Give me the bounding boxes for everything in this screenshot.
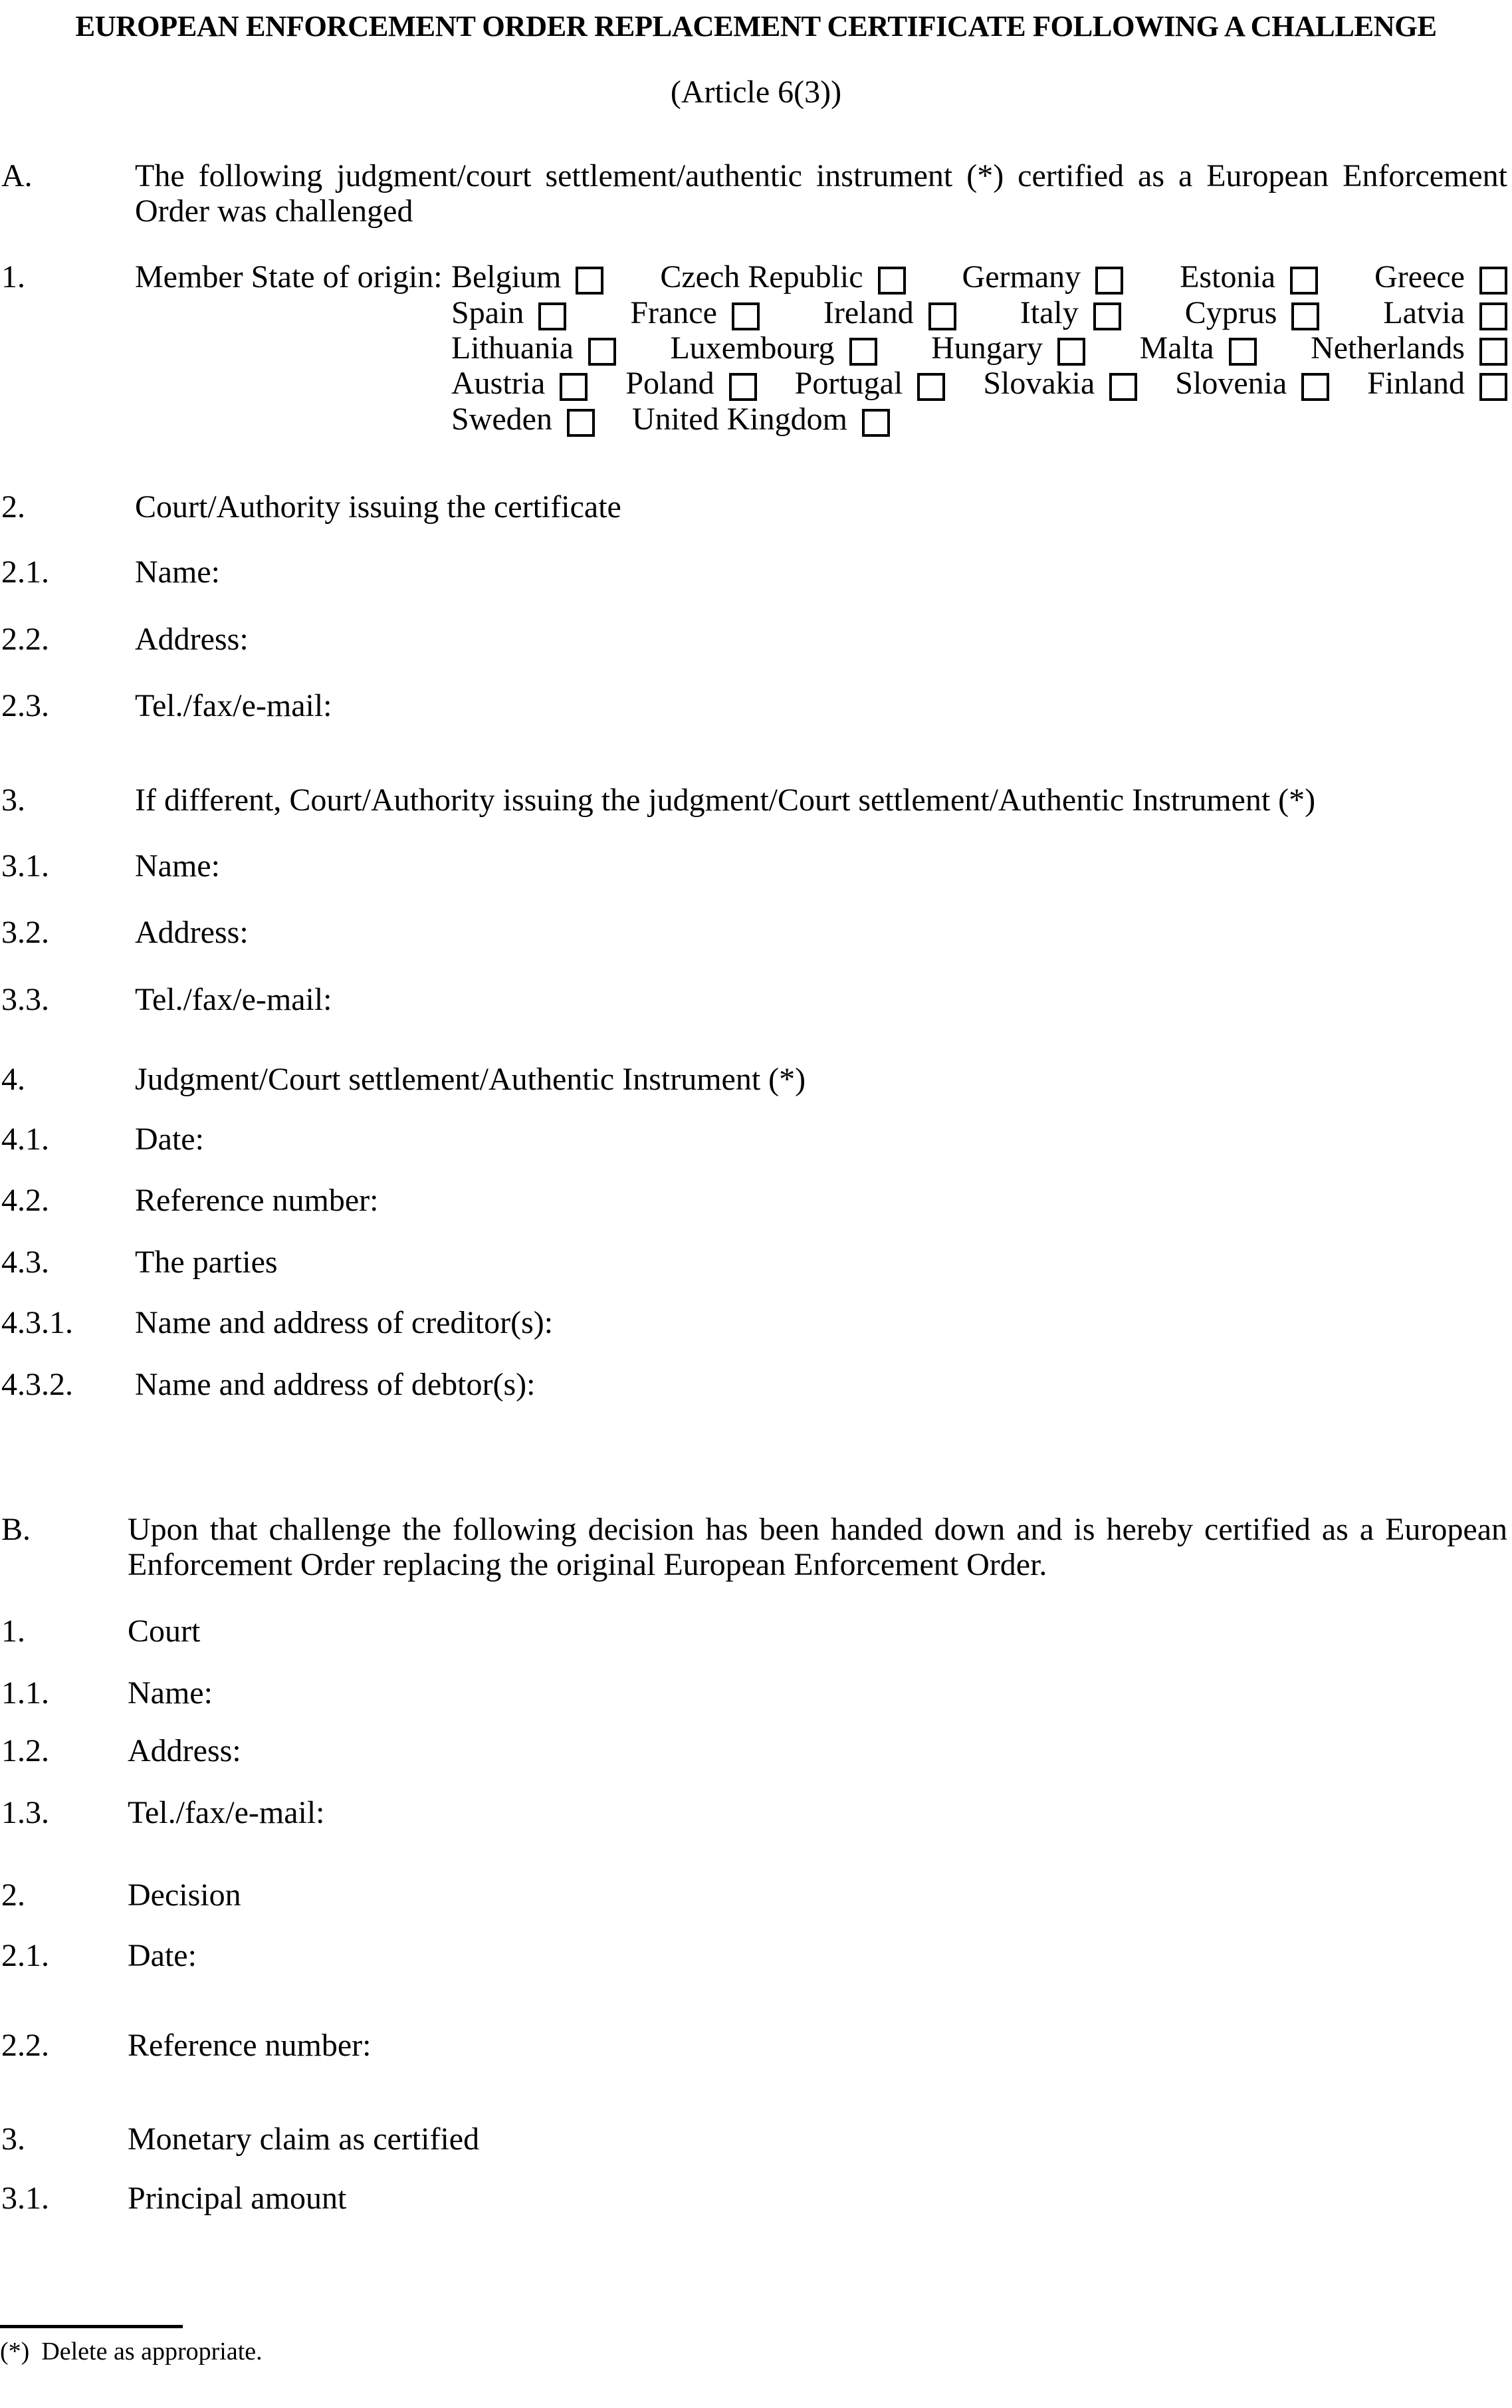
item-number: 2.3. (1, 688, 49, 723)
item-label: Tel./fax/e-mail: (128, 1795, 325, 1830)
checkbox-row (451, 332, 1507, 364)
country-option[interactable] (1311, 332, 1507, 364)
section-a-text: The following judgment/court settlement/authentic instrument (*) certified as a European Enforcement Order was challenged (135, 158, 1507, 229)
country-checkbox[interactable] (1301, 373, 1329, 401)
country-label: Belgium (451, 259, 562, 295)
country-label: Germany (962, 259, 1081, 295)
country-option[interactable] (660, 261, 905, 293)
country-checkbox[interactable] (928, 302, 956, 330)
country-checkbox[interactable] (729, 373, 757, 401)
item-number: 4.3.2. (1, 1367, 73, 1402)
country-label: Portugal (794, 366, 903, 401)
item-label: Date: (128, 1938, 197, 1973)
country-checkbox[interactable] (1479, 373, 1507, 401)
country-label: Estonia (1180, 259, 1276, 295)
item-label: If different, Court/Authority issuing the judgment/Court settlement/Authentic Instrument (*) (135, 783, 1316, 818)
item-label: Name: (128, 1675, 213, 1711)
item-number: 4.1. (1, 1122, 49, 1157)
country-option[interactable] (670, 332, 877, 364)
country-checkbox[interactable] (917, 373, 945, 401)
footnote (0, 2339, 263, 2364)
checkbox-row (451, 261, 1507, 293)
country-label: France (630, 295, 717, 330)
item-number: 1. (1, 1614, 25, 1649)
item-number: 2. (1, 1877, 25, 1913)
country-checkbox[interactable] (560, 373, 588, 401)
country-option[interactable] (625, 368, 756, 400)
country-option[interactable] (983, 368, 1137, 400)
country-checkbox[interactable] (862, 409, 890, 437)
item-number: 4.3. (1, 1245, 49, 1280)
country-checkbox[interactable] (1229, 338, 1257, 366)
country-checkbox[interactable] (732, 302, 760, 330)
item-number: 4.3.1. (1, 1305, 73, 1340)
country-checkbox[interactable] (1479, 302, 1507, 330)
country-option[interactable] (451, 368, 588, 400)
item-label: Decision (128, 1877, 241, 1913)
country-checkbox[interactable] (1479, 338, 1507, 366)
item-number: 2.1. (1, 554, 49, 590)
country-label: Greece (1374, 259, 1465, 295)
country-option[interactable] (451, 261, 603, 293)
country-option[interactable] (931, 332, 1085, 364)
item-label: Name: (135, 848, 220, 884)
country-label: Malta (1139, 330, 1214, 366)
country-label: Austria (451, 366, 546, 401)
country-checkbox[interactable] (1109, 373, 1137, 401)
country-option[interactable] (1367, 368, 1507, 400)
country-option[interactable] (823, 297, 956, 329)
country-label: Cyprus (1184, 295, 1277, 330)
item-label: Address: (135, 622, 249, 657)
item-label: Reference number: (135, 1183, 379, 1218)
item-number: 3. (1, 783, 25, 818)
item-label: Address: (128, 1733, 241, 1768)
item-label: The parties (135, 1245, 278, 1280)
item-label: Monetary claim as certified (128, 2121, 480, 2157)
country-option[interactable] (1185, 297, 1320, 329)
country-checkbox[interactable] (878, 267, 906, 295)
country-label: Italy (1020, 295, 1079, 330)
country-checkbox[interactable] (1093, 302, 1121, 330)
member-state-label: Member State of origin: (135, 259, 443, 295)
footnote-text: Delete as appropriate. (41, 2338, 263, 2365)
country-option[interactable] (451, 297, 566, 329)
country-checkbox[interactable] (849, 338, 877, 366)
country-option[interactable] (1175, 368, 1329, 400)
checkbox-row (451, 368, 1507, 400)
item-number: 2.1. (1, 1938, 49, 1973)
country-checkbox[interactable] (1290, 267, 1318, 295)
item-number: 1.3. (1, 1795, 49, 1830)
country-label: Slovakia (983, 366, 1095, 401)
item-number: 3.3. (1, 982, 49, 1017)
country-label: Czech Republic (660, 259, 863, 295)
item-label: Name: (135, 554, 220, 590)
country-label: Finland (1367, 366, 1465, 401)
country-option[interactable] (451, 332, 616, 364)
section-a-label: A. (1, 158, 33, 193)
item-label: Date: (135, 1122, 204, 1157)
country-label: Poland (625, 366, 714, 401)
footnote-mark: (*) (0, 2338, 30, 2365)
country-checkbox[interactable] (1057, 338, 1085, 366)
country-option[interactable] (630, 297, 760, 329)
item-number: 3. (1, 2121, 25, 2157)
country-label: Netherlands (1311, 330, 1465, 366)
country-option[interactable] (1383, 297, 1507, 329)
item-number: 2.2. (1, 622, 49, 657)
country-option[interactable] (962, 261, 1124, 293)
country-checkbox[interactable] (1095, 267, 1123, 295)
country-checkbox[interactable] (538, 302, 566, 330)
item-label: Judgment/Court settlement/Authentic Instrument (*) (135, 1062, 806, 1097)
item-label: Court (128, 1614, 201, 1649)
article-reference: (Article 6(3)) (670, 74, 842, 110)
country-checkbox[interactable] (1479, 267, 1507, 295)
country-option[interactable] (1020, 297, 1121, 329)
item-number: 1.1. (1, 1675, 49, 1711)
country-label: Latvia (1383, 295, 1465, 330)
country-option[interactable] (451, 404, 595, 435)
checkbox-row (451, 404, 927, 435)
item-number: 4.2. (1, 1183, 49, 1218)
item-number: 3.1. (1, 2181, 49, 2216)
country-label: Sweden (451, 402, 552, 437)
item-label: Principal amount (128, 2181, 347, 2216)
country-label: Lithuania (451, 330, 574, 366)
item-number: 1. (1, 259, 25, 295)
document-title: EUROPEAN ENFORCEMENT ORDER REPLACEMENT CERTIFICATE FOLLOWING A CHALLENGE (75, 9, 1437, 43)
country-label: Luxembourg (670, 330, 835, 366)
country-label: Ireland (823, 295, 914, 330)
section-b-label: B. (1, 1512, 31, 1547)
country-option[interactable] (632, 404, 890, 435)
item-number: 3.1. (1, 848, 49, 884)
country-option[interactable] (1374, 261, 1507, 293)
country-label: United Kingdom (631, 402, 847, 437)
item-label: Tel./fax/e-mail: (135, 982, 332, 1017)
item-number: 2. (1, 489, 25, 525)
item-number: 1.2. (1, 1733, 49, 1768)
item-number: 2.2. (1, 2028, 49, 2063)
country-label: Spain (451, 295, 524, 330)
country-checkbox[interactable] (576, 267, 603, 295)
item-number: 3.2. (1, 915, 49, 950)
checkbox-row (451, 297, 1507, 329)
country-label: Slovenia (1175, 366, 1287, 401)
country-option[interactable] (1140, 332, 1257, 364)
item-number: 4. (1, 1062, 25, 1097)
footnote-separator (0, 2325, 183, 2328)
item-label: Name and address of debtor(s): (135, 1367, 536, 1402)
country-option[interactable] (1180, 261, 1318, 293)
country-checkbox[interactable] (1291, 302, 1319, 330)
item-label: Tel./fax/e-mail: (135, 688, 332, 723)
section-b-text: Upon that challenge the following decision has been handed down and is hereby certified as a European Enforcement Order replacing the original European Enforcement Order. (128, 1512, 1507, 1582)
item-label: Reference number: (128, 2028, 372, 2063)
country-checkbox[interactable] (567, 409, 595, 437)
country-checkbox[interactable] (588, 338, 616, 366)
country-label: Hungary (931, 330, 1043, 366)
item-label: Court/Authority issuing the certificate (135, 489, 621, 525)
item-label: Address: (135, 915, 249, 950)
country-option[interactable] (795, 368, 946, 400)
item-label: Name and address of creditor(s): (135, 1305, 554, 1340)
